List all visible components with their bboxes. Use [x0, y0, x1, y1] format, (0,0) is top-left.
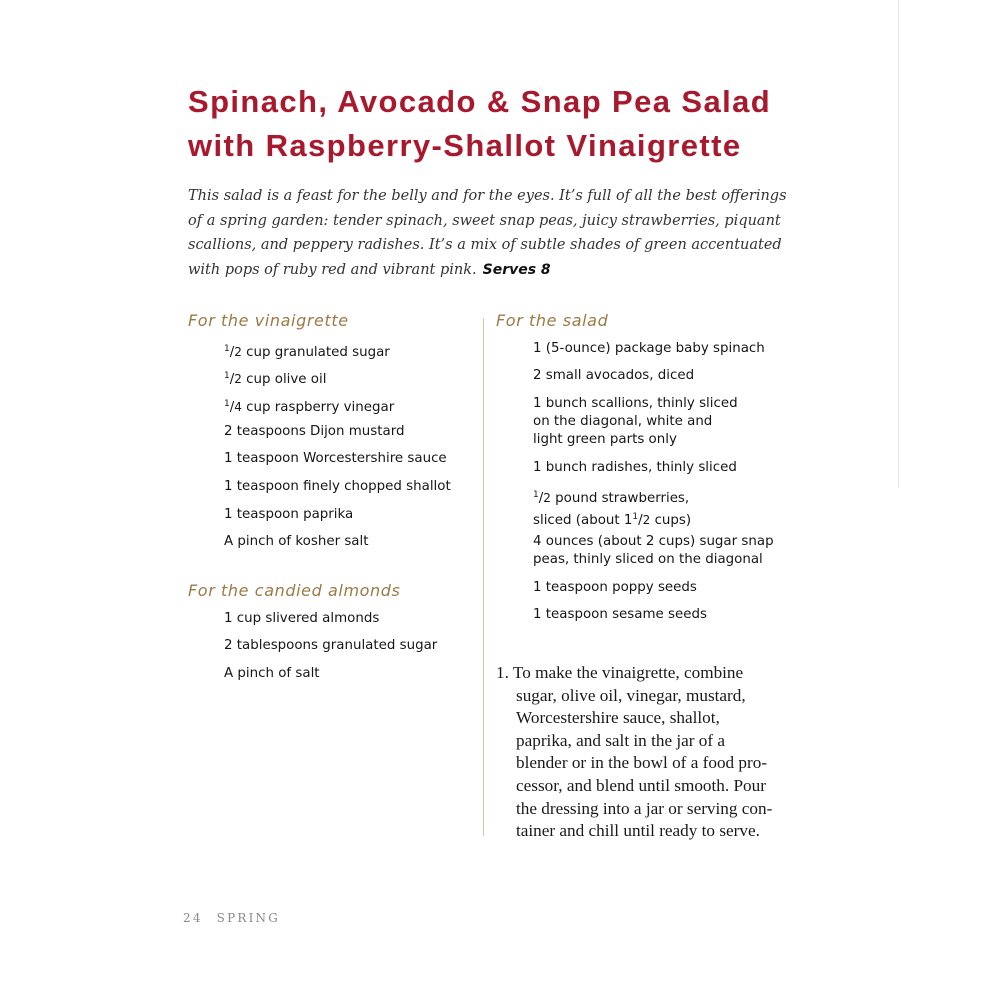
- ingredient-text: 4 ounces (about 2 cups) sugar snap: [533, 534, 774, 549]
- step-line: tainer and chill until ready to serve.: [516, 821, 760, 841]
- intro-line: This salad is a feast for the belly and for the eyes. It’s full of all the best offerings: [188, 188, 787, 204]
- left-column: [188, 0, 478, 1000]
- step-line: blender or in the bowl of a food pro-: [516, 753, 768, 773]
- ingredient-text: 2 small avocados, diced: [533, 368, 695, 383]
- ingredient-text: 2 teaspoons Dijon mustard: [224, 424, 405, 439]
- fraction-numerator: 1: [224, 399, 230, 409]
- page-number: 24: [183, 911, 203, 925]
- salad-ingredient: [533, 367, 694, 385]
- salad-heading: For the salad: [496, 311, 609, 330]
- ingredient-text: cups): [650, 513, 692, 528]
- column-divider: [483, 318, 484, 836]
- ingredient-text: 1 teaspoon poppy seeds: [533, 580, 697, 595]
- page-edge-line: [898, 0, 899, 488]
- fraction-denominator: 2: [642, 513, 651, 527]
- vinaigrette-heading: For the vinaigrette: [188, 311, 349, 330]
- ingredient-text: 1 bunch radishes, thinly sliced: [533, 460, 737, 475]
- ingredient-text: on the diagonal, white and: [533, 414, 713, 429]
- fraction-denominator: 4: [234, 400, 242, 414]
- vinaigrette-ingredient: $^1$/4 cup raspberry vinegar: [224, 399, 395, 415]
- almonds-ingredient: [224, 637, 437, 655]
- vinaigrette-ingredient: $^1$/2 cup olive oil: [224, 371, 327, 387]
- ingredient-text: pound strawberries,: [550, 491, 690, 506]
- salad-ingredient: [533, 606, 707, 624]
- vinaigrette-ingredient: [224, 533, 368, 551]
- ingredient-text: 1 teaspoon Worcestershire sauce: [224, 451, 447, 466]
- fraction-denominator: 2: [234, 372, 242, 386]
- vinaigrette-ingredient: [224, 450, 447, 468]
- recipe-title-line-1: Spinach, Avocado & Snap Pea Salad: [188, 84, 772, 119]
- almonds-heading: For the candied almonds: [188, 581, 401, 600]
- fraction-denominator: 2: [543, 491, 551, 505]
- ingredient-text: cup granulated sugar: [241, 345, 390, 360]
- page-footer: [183, 911, 280, 925]
- almonds-ingredient: [224, 665, 320, 683]
- step-line: paprika, and salt in the jar of a: [516, 730, 726, 750]
- ingredient-text: 1 bunch scallions, thinly sliced: [533, 396, 738, 411]
- salad-ingredient: [533, 459, 737, 477]
- method-steps: [496, 662, 796, 843]
- step-line: sugar, olive oil, vinegar, mustard,: [516, 685, 746, 705]
- fraction-numerator: 1: [632, 512, 639, 522]
- intro-line: scallions, and peppery radishes. It’s a mix of subtle shades of green accentuated: [188, 237, 782, 253]
- almonds-ingredient: [224, 610, 379, 628]
- ingredient-text: peas, thinly sliced on the diagonal: [533, 552, 763, 567]
- ingredient-text: sliced (about 1: [533, 513, 633, 528]
- step-number: 1.: [496, 663, 509, 682]
- ingredient-text: 1 cup slivered almonds: [224, 611, 380, 626]
- vinaigrette-ingredient: [224, 506, 353, 524]
- step-line: cessor, and blend until smooth. Pour: [516, 775, 766, 795]
- salad-ingredient-strawberries: $^1$/2 pound strawberries, sliced (about $1^1/2$ cups): [533, 490, 692, 528]
- salad-ingredient: [533, 340, 765, 358]
- right-column: [496, 0, 786, 1000]
- fraction-numerator: 1: [224, 371, 230, 381]
- ingredient-text: cup raspberry vinegar: [241, 400, 395, 415]
- fraction-denominator: 2: [234, 345, 242, 359]
- ingredient-text: 2 tablespoons granulated sugar: [224, 638, 438, 653]
- step-line: the dressing into a jar or serving con-: [516, 798, 773, 818]
- step-line: Worcestershire sauce, shallot,: [516, 708, 720, 728]
- ingredient-text: 1 teaspoon sesame seeds: [533, 607, 707, 622]
- ingredient-text: A pinch of kosher salt: [224, 534, 369, 549]
- salad-ingredient: [533, 533, 774, 569]
- ingredient-text: 1 teaspoon paprika: [224, 507, 354, 522]
- step-line: To make the vinaigrette, combine: [512, 663, 744, 682]
- fraction-numerator: 1: [224, 344, 230, 354]
- fraction-numerator: 1: [533, 490, 539, 500]
- salad-ingredient: [533, 395, 738, 449]
- ingredient-text: 1 teaspoon finely chopped shallot: [224, 479, 451, 494]
- vinaigrette-ingredient: $^1$/2 cup granulated sugar: [224, 344, 390, 360]
- ingredient-text: A pinch of salt: [224, 666, 320, 681]
- intro-line-text: with pops of ruby red and vibrant pink.: [188, 261, 477, 278]
- ingredient-text: 1 (5-ounce) package baby spinach: [533, 341, 765, 356]
- intro-line: of a spring garden: tender spinach, sweet snap peas, juicy strawberries, piquant: [188, 212, 781, 229]
- ingredient-text: cup olive oil: [241, 372, 327, 387]
- serves-count: Serves 8: [482, 261, 551, 278]
- vinaigrette-ingredient: [224, 478, 451, 496]
- step-item: [496, 662, 796, 843]
- vinaigrette-ingredient: [224, 423, 404, 441]
- section-name: SPRING: [216, 911, 281, 925]
- salad-ingredient: [533, 579, 697, 597]
- recipe-title-line-2: with Raspberry-Shallot Vinaigrette: [188, 128, 742, 163]
- ingredient-text: light green parts only: [533, 432, 677, 447]
